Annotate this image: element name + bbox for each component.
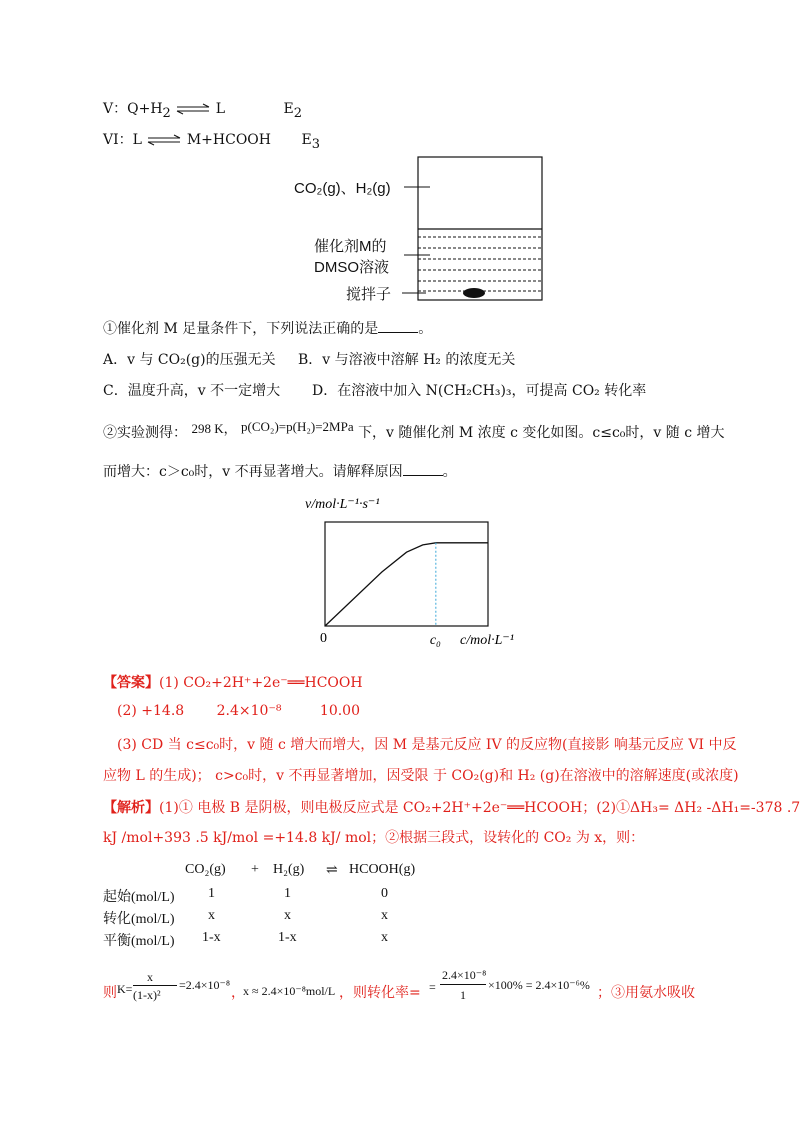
origin-label: 0 <box>320 631 327 646</box>
cell: 0 <box>381 886 388 901</box>
analysis-1: (1)① 电极 B 是阴极，则电极反应式是 CO₂+2H⁺+2e⁻══HCOOH；(2)①ΔH₃= ΔH₂ -ΔH₁=-378 .7 <box>159 800 800 816</box>
answer-tag: 【答案】 <box>103 675 159 691</box>
reaction-vi <box>103 129 320 152</box>
equilibrium-arrow-icon <box>175 103 211 115</box>
row-label-change: 转化(mol/L) <box>103 912 175 927</box>
conv-rhs: ×100% = 2.4×10⁻⁶% <box>488 978 590 992</box>
analysis-line2: kJ /mol+393 .5 kJ/mol =+14.8 kJ/ mol；②根据三段式，设转化的 CO₂ 为 x，则： <box>103 830 645 846</box>
reaction-v-reactants: V：Q+H <box>103 101 163 117</box>
reaction-vi-energy: E <box>301 132 312 148</box>
x-axis-label: c/mol·L⁻¹ <box>460 633 514 648</box>
catalyst-label-1: 催化剂M的 <box>314 238 387 255</box>
three-stage-table <box>103 862 443 952</box>
option-b: B．v 与溶液中溶解 H₂ 的浓度无关 <box>298 352 516 368</box>
catalyst-label-2: DMSO溶液 <box>314 259 390 276</box>
q1-stem-text: ①催化剂 M 足量条件下，下列说法正确的是 <box>103 321 379 337</box>
q2-end: 。 <box>442 464 457 480</box>
final-line <box>103 968 723 1008</box>
k-num: x <box>147 970 153 984</box>
header-co2: CO₂(g) <box>185 862 226 877</box>
q2-temp: 298 K， <box>191 421 237 436</box>
q2-line1 <box>103 418 725 442</box>
answer-2c: 10.00 <box>319 703 360 719</box>
k-rhs: =2.4×10⁻⁸ <box>179 978 231 992</box>
row-label-start: 起始(mol/L) <box>103 890 175 905</box>
q2-line2 <box>103 461 457 481</box>
reaction-v-product: L <box>215 101 226 117</box>
header-eq: ⇌ <box>326 863 338 878</box>
comma: ， <box>231 985 245 1001</box>
answer-line1 <box>103 672 363 692</box>
cell: 1-x <box>202 930 221 945</box>
k-den: (1-x)² <box>133 988 161 1002</box>
answer-blank <box>378 320 418 333</box>
c0-tick-label: c₀ <box>429 633 441 648</box>
option-a: A．v 与 CO₂(g)的压强无关 <box>103 352 276 368</box>
gas-label: CO₂(g)、H₂(g) <box>294 180 391 197</box>
analysis-line1 <box>103 797 800 817</box>
row-label-eq: 平衡(mol/L) <box>103 934 175 949</box>
option-c: C．温度升高，v 不一定增大 <box>103 383 281 399</box>
cell: x <box>208 908 215 923</box>
header-hcooh: HCOOH(g) <box>349 862 416 877</box>
cell: x <box>381 930 388 945</box>
cell: x <box>381 908 388 923</box>
plot-frame <box>325 522 488 626</box>
reaction-vi-reactants: VI：L <box>103 132 142 148</box>
answer-2b: 2.4×10⁻⁸ <box>216 703 282 719</box>
answer-blank <box>403 463 443 476</box>
reaction-v-sub: 2 <box>162 105 171 121</box>
answer-1: (1) CO₂+2H⁺+2e⁻══HCOOH <box>159 675 363 691</box>
k-lhs: K= <box>117 982 133 996</box>
q2-pressure: p(CO₂)=p(H₂)=2MPa <box>241 419 354 434</box>
stir-bar-icon <box>463 288 485 298</box>
answer-2a: (2) +14.8 <box>117 703 185 719</box>
final-ze: 则 <box>103 985 117 1001</box>
answer-line4: 应物 L 的生成)； c>c₀时，v 不再显著增加，因受限 于 CO₂(g)和 H₂ (g)在溶液中的溶解速度(或浓度) <box>103 768 739 784</box>
equilibrium-arrow-icon <box>146 134 182 146</box>
cell: 1 <box>208 886 215 901</box>
option-d: D．在溶液中加入 N(CH₂CH₃)₃，可提高 CO₂ 转化率 <box>312 383 647 399</box>
cell: 1-x <box>278 930 297 945</box>
analysis-tag: 【解析】 <box>103 800 159 816</box>
answer-line3: (3) CD 当 c≤c₀时，v 随 c 增大而增大，因 M 是基元反应 IV 的反应物(直接影 响基元反应 VI 中反 <box>117 737 737 753</box>
cell: x <box>284 908 291 923</box>
final-tail: ；③用氨水吸收 <box>597 985 695 1001</box>
reaction-v-energy-sub: 2 <box>293 105 302 121</box>
reaction-vi-energy-sub: 3 <box>311 136 320 152</box>
conv-num: 2.4×10⁻⁸ <box>442 968 487 982</box>
stirrer-label: 搅拌子 <box>346 286 392 303</box>
rate-chart <box>300 490 540 660</box>
q1-end: 。 <box>418 321 433 337</box>
reaction-v <box>103 98 302 121</box>
q2-line2-text: 而增大：c＞c₀时，v 不再显著增大。请解释原因 <box>103 464 403 480</box>
conversion-label: ，则转化率= <box>339 985 421 1001</box>
q2-intro: ②实验测得： <box>103 425 187 441</box>
q1-stem <box>103 318 432 338</box>
y-axis-label: v/mol·L⁻¹·s⁻¹ <box>305 497 380 512</box>
conv-den: 1 <box>460 988 466 1002</box>
rate-chart-svg <box>300 490 540 660</box>
header-h2: H₂(g) <box>273 862 305 877</box>
reaction-vi-product: M+HCOOH <box>186 132 271 148</box>
header-plus: + <box>251 862 259 877</box>
equals: = <box>429 980 436 994</box>
k-fraction-bar <box>133 985 177 986</box>
cell: 1 <box>284 886 291 901</box>
x-approx: x ≈ 2.4×10⁻⁸mol/L <box>243 984 336 998</box>
reaction-v-energy: E <box>283 101 294 117</box>
q2-line1-rest: 下，v 随催化剂 M 浓度 c 变化如图。c≤c₀时，v 随 c 增大 <box>358 425 725 441</box>
answer-line2 <box>117 703 360 719</box>
conv-fraction-bar <box>440 984 486 985</box>
v-curve <box>325 543 488 626</box>
apparatus-diagram <box>290 155 550 305</box>
